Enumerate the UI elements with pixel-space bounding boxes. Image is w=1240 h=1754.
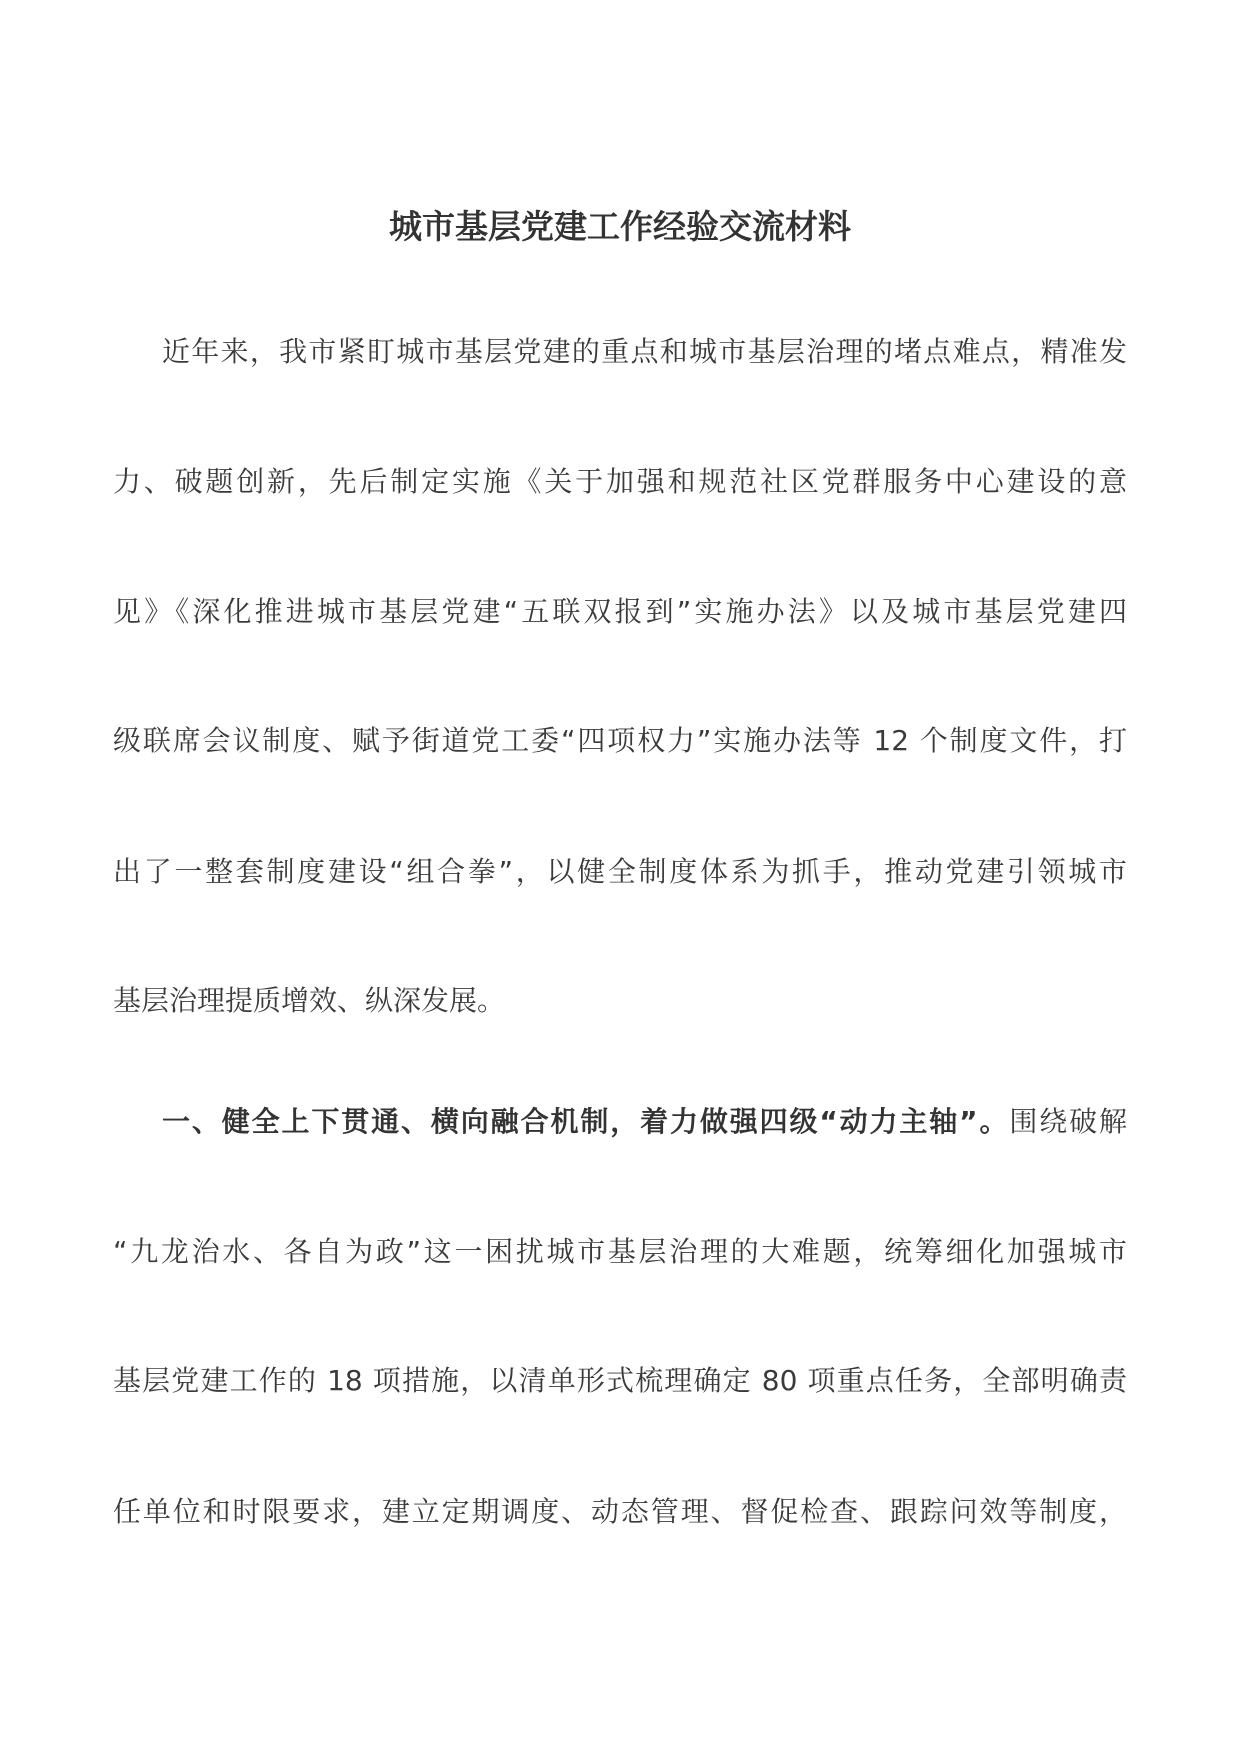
paragraph-2-line-3: 基层党建工作的 18 项措施，以清单形式梳理确定 80 项重点任务，全部明确责 (113, 1364, 1127, 1397)
paragraph-1-line-1: 近年来，我市紧盯城市基层党建的重点和城市基层治理的堵点难点，精准发 (162, 335, 1127, 368)
paragraph-2-line-1-rest: 围绕破解 (1009, 1105, 1127, 1138)
paragraph-1-line-4: 级联席会议制度、赋予街道党工委“四项权力”实施办法等 12 个制度文件，打 (113, 724, 1127, 757)
paragraph-2-line-2: “九龙治水、各自为政”这一困扰城市基层治理的大难题，统筹细化加强城市 (113, 1235, 1127, 1268)
paragraph-2-line-1 (162, 1100, 1127, 1144)
section-heading: 一、健全上下贯通、横向融合机制，着力做强四级“动力主轴”。 (162, 1105, 1010, 1138)
paragraph-1-line-2: 力、破题创新，先后制定实施《关于加强和规范社区党群服务中心建设的意 (113, 465, 1127, 498)
paragraph-1-line-6: 基层治理提质增效、纵深发展。 (113, 984, 506, 1017)
document-title: 城市基层党建工作经验交流材料 (389, 207, 851, 246)
paragraph-2-line-4: 任单位和时限要求，建立定期调度、动态管理、督促检查、跟踪问效等制度， (113, 1495, 1127, 1528)
paragraph-1-line-3: 见》《深化推进城市基层党建“五联双报到”实施办法》以及城市基层党建四 (113, 595, 1127, 628)
paragraph-1-line-5: 出了一整套制度建设“组合拳”，以健全制度体系为抓手，推动党建引领城市 (113, 855, 1127, 888)
